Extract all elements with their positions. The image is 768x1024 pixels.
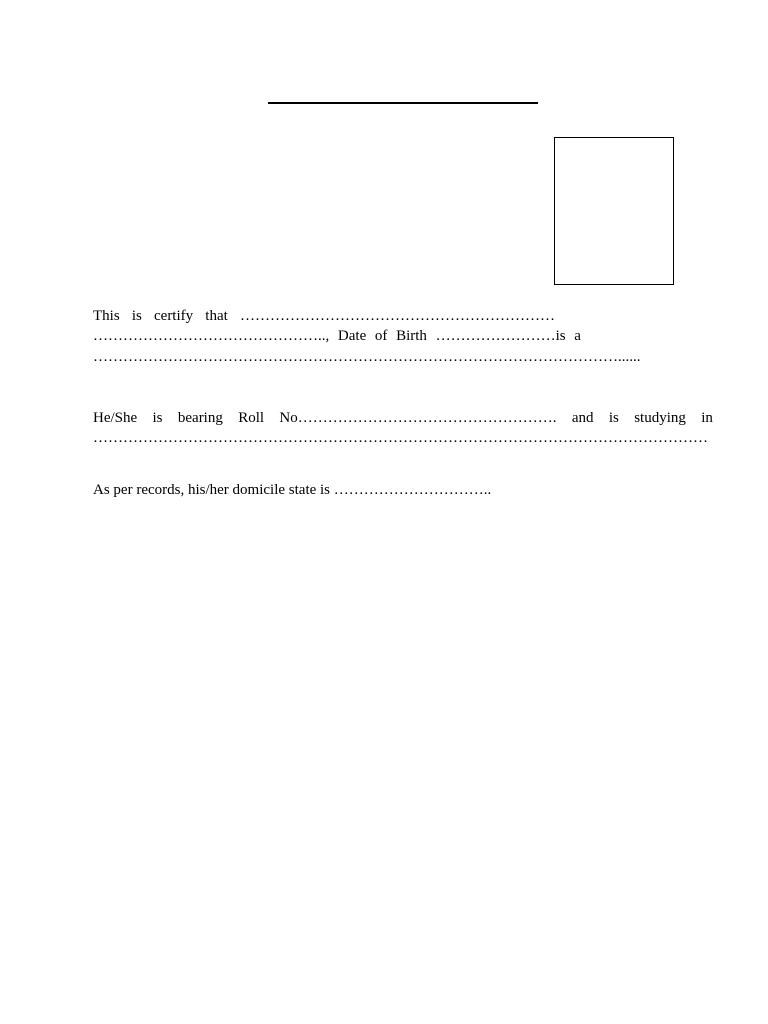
word: certify [154,308,194,324]
word: a [574,328,581,344]
word: studying [634,410,686,426]
word: in [701,410,713,426]
photo-placeholder-box [554,137,674,285]
word: Roll [238,410,265,426]
domicile-line [93,480,513,500]
word: bearing [177,410,223,426]
domicile-text: As per records, his/her domicile state is ………………………….. [93,482,492,498]
roll-no-line-1 [93,408,713,428]
word: that [205,308,228,324]
word: Birth [396,328,427,344]
word: is [608,410,619,426]
certify-line-3 [93,347,659,367]
word: is [152,410,163,426]
name-blank: ……………………………………………………… [239,308,555,324]
word: of [374,328,388,344]
word: This [93,308,120,324]
category-blank: ……………………………………………………………………………………………...... [93,349,641,365]
word: Date [337,328,367,344]
word: He/She [93,410,138,426]
title-underline [268,102,538,104]
certify-line-1 [93,306,555,326]
certify-line-2 [93,326,581,346]
date-of-birth-blank: ……………………is [435,328,566,344]
roll-no-line-2 [93,428,713,448]
roll-no-blank: No……………………………………………. [279,410,557,426]
name-blank-continued: ……………………………………….., [93,328,330,344]
word: and [571,410,594,426]
course-blank: …………………………………………………………………………………………………………… [93,430,708,446]
word: is [131,308,142,324]
